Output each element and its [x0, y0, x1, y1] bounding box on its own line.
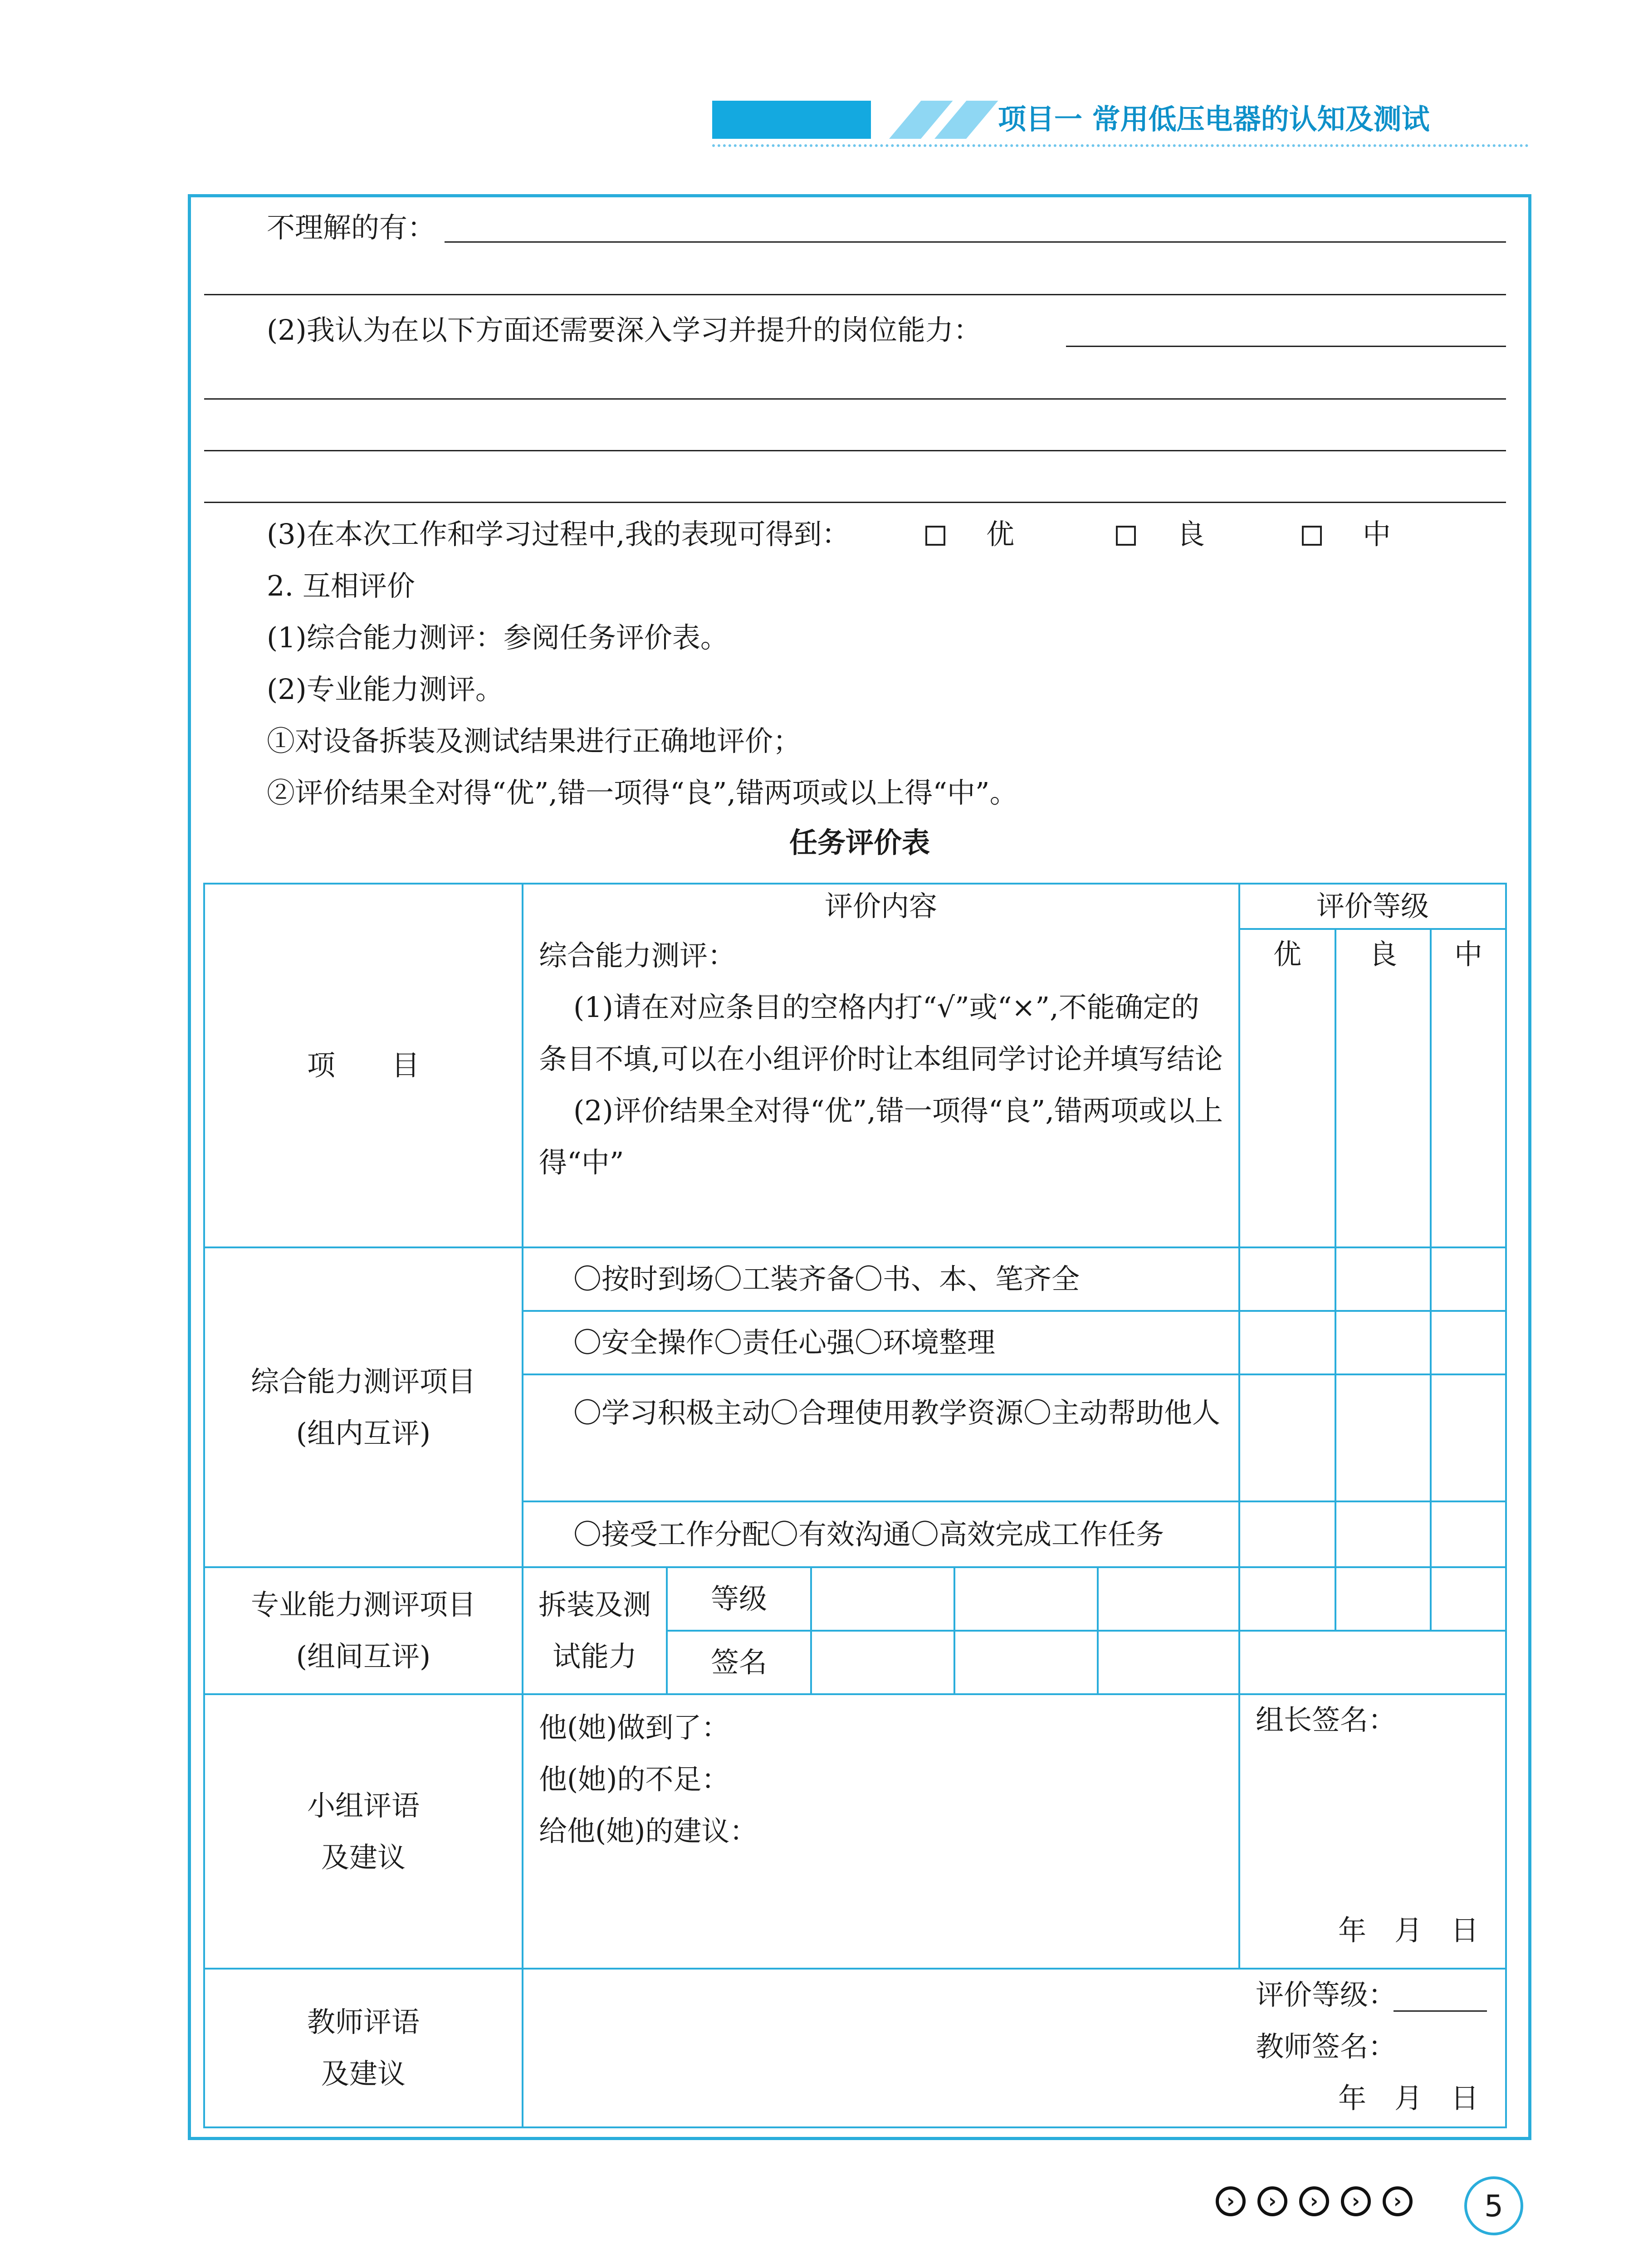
- comprehensive-item: 〇按时到场〇工装齐备〇书、本、笔齐全: [573, 1262, 1080, 1295]
- col-header-grade: 评价等级: [1316, 890, 1429, 923]
- row-label-line: (组内互评): [296, 1416, 431, 1450]
- grade-good: 良: [1369, 938, 1397, 971]
- group-shortcomings: 他(她)的不足：: [539, 1763, 730, 1796]
- chevron-right-icon: ›: [1341, 2186, 1371, 2216]
- skill-label: [523, 1567, 667, 1694]
- teacher-sign-label: 教师签名：: [1256, 2030, 1397, 2063]
- group-comments: [539, 1702, 758, 1857]
- row-label-professional: [204, 1567, 523, 1694]
- row-label-line: 及建议: [321, 2057, 406, 2090]
- row-label-group: [204, 1694, 523, 1969]
- row-label-line: 及建议: [321, 1840, 406, 1874]
- teacher-grade-line: [1394, 2010, 1487, 2012]
- col-header-content: 评价内容: [824, 890, 937, 923]
- row-label-line: 专业能力测评项目: [250, 1588, 476, 1621]
- chevron-right-icon: ›: [1216, 2186, 1246, 2216]
- mutual-eval-heading: 2. 互相评价: [267, 569, 415, 602]
- row-label-line: 教师评语: [307, 2005, 420, 2038]
- header-title: 项目一 常用低压电器的认知及测试: [998, 103, 1430, 136]
- content-rule-2: (2)评价结果全对得“优”,错一项得“良”,错两项或以上得“中”: [539, 1094, 1223, 1179]
- chevron-right-icon: ›: [1383, 2186, 1413, 2216]
- chevron-right-icon: ›: [1257, 2186, 1287, 2216]
- comprehensive-item: 〇学习积极主动〇合理使用教学资源〇主动帮助他人: [573, 1396, 1221, 1429]
- table-title: 任务评价表: [789, 826, 930, 859]
- mutual-eval-item-2: (2)专业能力测评。: [267, 673, 504, 706]
- page-number: 5: [1464, 2176, 1523, 2235]
- option-excellent[interactable]: 优: [925, 516, 1014, 552]
- grade-label: 等级: [710, 1582, 767, 1615]
- group-did-well: 他(她)做到了：: [539, 1711, 730, 1744]
- row-label-line: 小组评语: [307, 1789, 420, 1822]
- mutual-eval-item-2b: ②评价结果全对得“优”,错一项得“良”,错两项或以上得“中”。: [267, 776, 1018, 809]
- col-header-project: 项 目: [307, 1049, 420, 1082]
- row-label-line: (组间互评): [296, 1640, 431, 1673]
- row-label-teacher: [204, 1969, 523, 2127]
- option-average[interactable]: 中: [1302, 516, 1391, 552]
- teacher-grade-label: 评价等级：: [1256, 1978, 1397, 2011]
- teacher-date: 年 月 日: [1338, 2082, 1479, 2115]
- grade-excellent: 优: [1273, 938, 1301, 971]
- group-suggestions: 给他(她)的建议：: [539, 1814, 758, 1848]
- not-understood-label: 不理解的有：: [267, 211, 436, 244]
- mutual-eval-item-1: (1)综合能力测评：参阅任务评价表。: [267, 621, 729, 654]
- sign-label: 签名: [710, 1646, 767, 1679]
- chevron-right-icon: ›: [1299, 2186, 1329, 2216]
- comprehensive-item: 〇接受工作分配〇有效沟通〇高效完成工作任务: [573, 1517, 1164, 1551]
- content-instructions: [523, 930, 1239, 1247]
- row-label-comprehensive: [204, 1247, 523, 1567]
- row-label-line: 综合能力测评项目: [250, 1364, 476, 1398]
- grade-average: 中: [1454, 938, 1482, 971]
- self-eval-item-2: (2)我认为在以下方面还需要深入学习并提升的岗位能力：: [267, 313, 982, 347]
- content-rule-1: (1)请在对应条目的空格内打“√”或“×”,不能确定的条目不填,可以在小组评价时让本组同学讨论并填写结论: [539, 991, 1223, 1075]
- content-intro: 综合能力测评：: [539, 939, 736, 972]
- skill-label-line: 拆装及测: [538, 1588, 651, 1621]
- leader-sign-label: 组长签名：: [1256, 1703, 1397, 1736]
- mutual-eval-item-2a: ①对设备拆装及测试结果进行正确地评价；: [267, 724, 802, 758]
- group-date: 年 月 日: [1338, 1914, 1479, 1947]
- option-good[interactable]: 良: [1116, 516, 1205, 552]
- self-eval-item-3: (3)在本次工作和学习过程中,我的表现可得到：: [267, 518, 850, 551]
- skill-label-line: 试能力: [552, 1640, 637, 1673]
- page-nav-arrows: [1216, 2186, 1413, 2223]
- comprehensive-item: 〇安全操作〇责任心强〇环境整理: [573, 1326, 996, 1359]
